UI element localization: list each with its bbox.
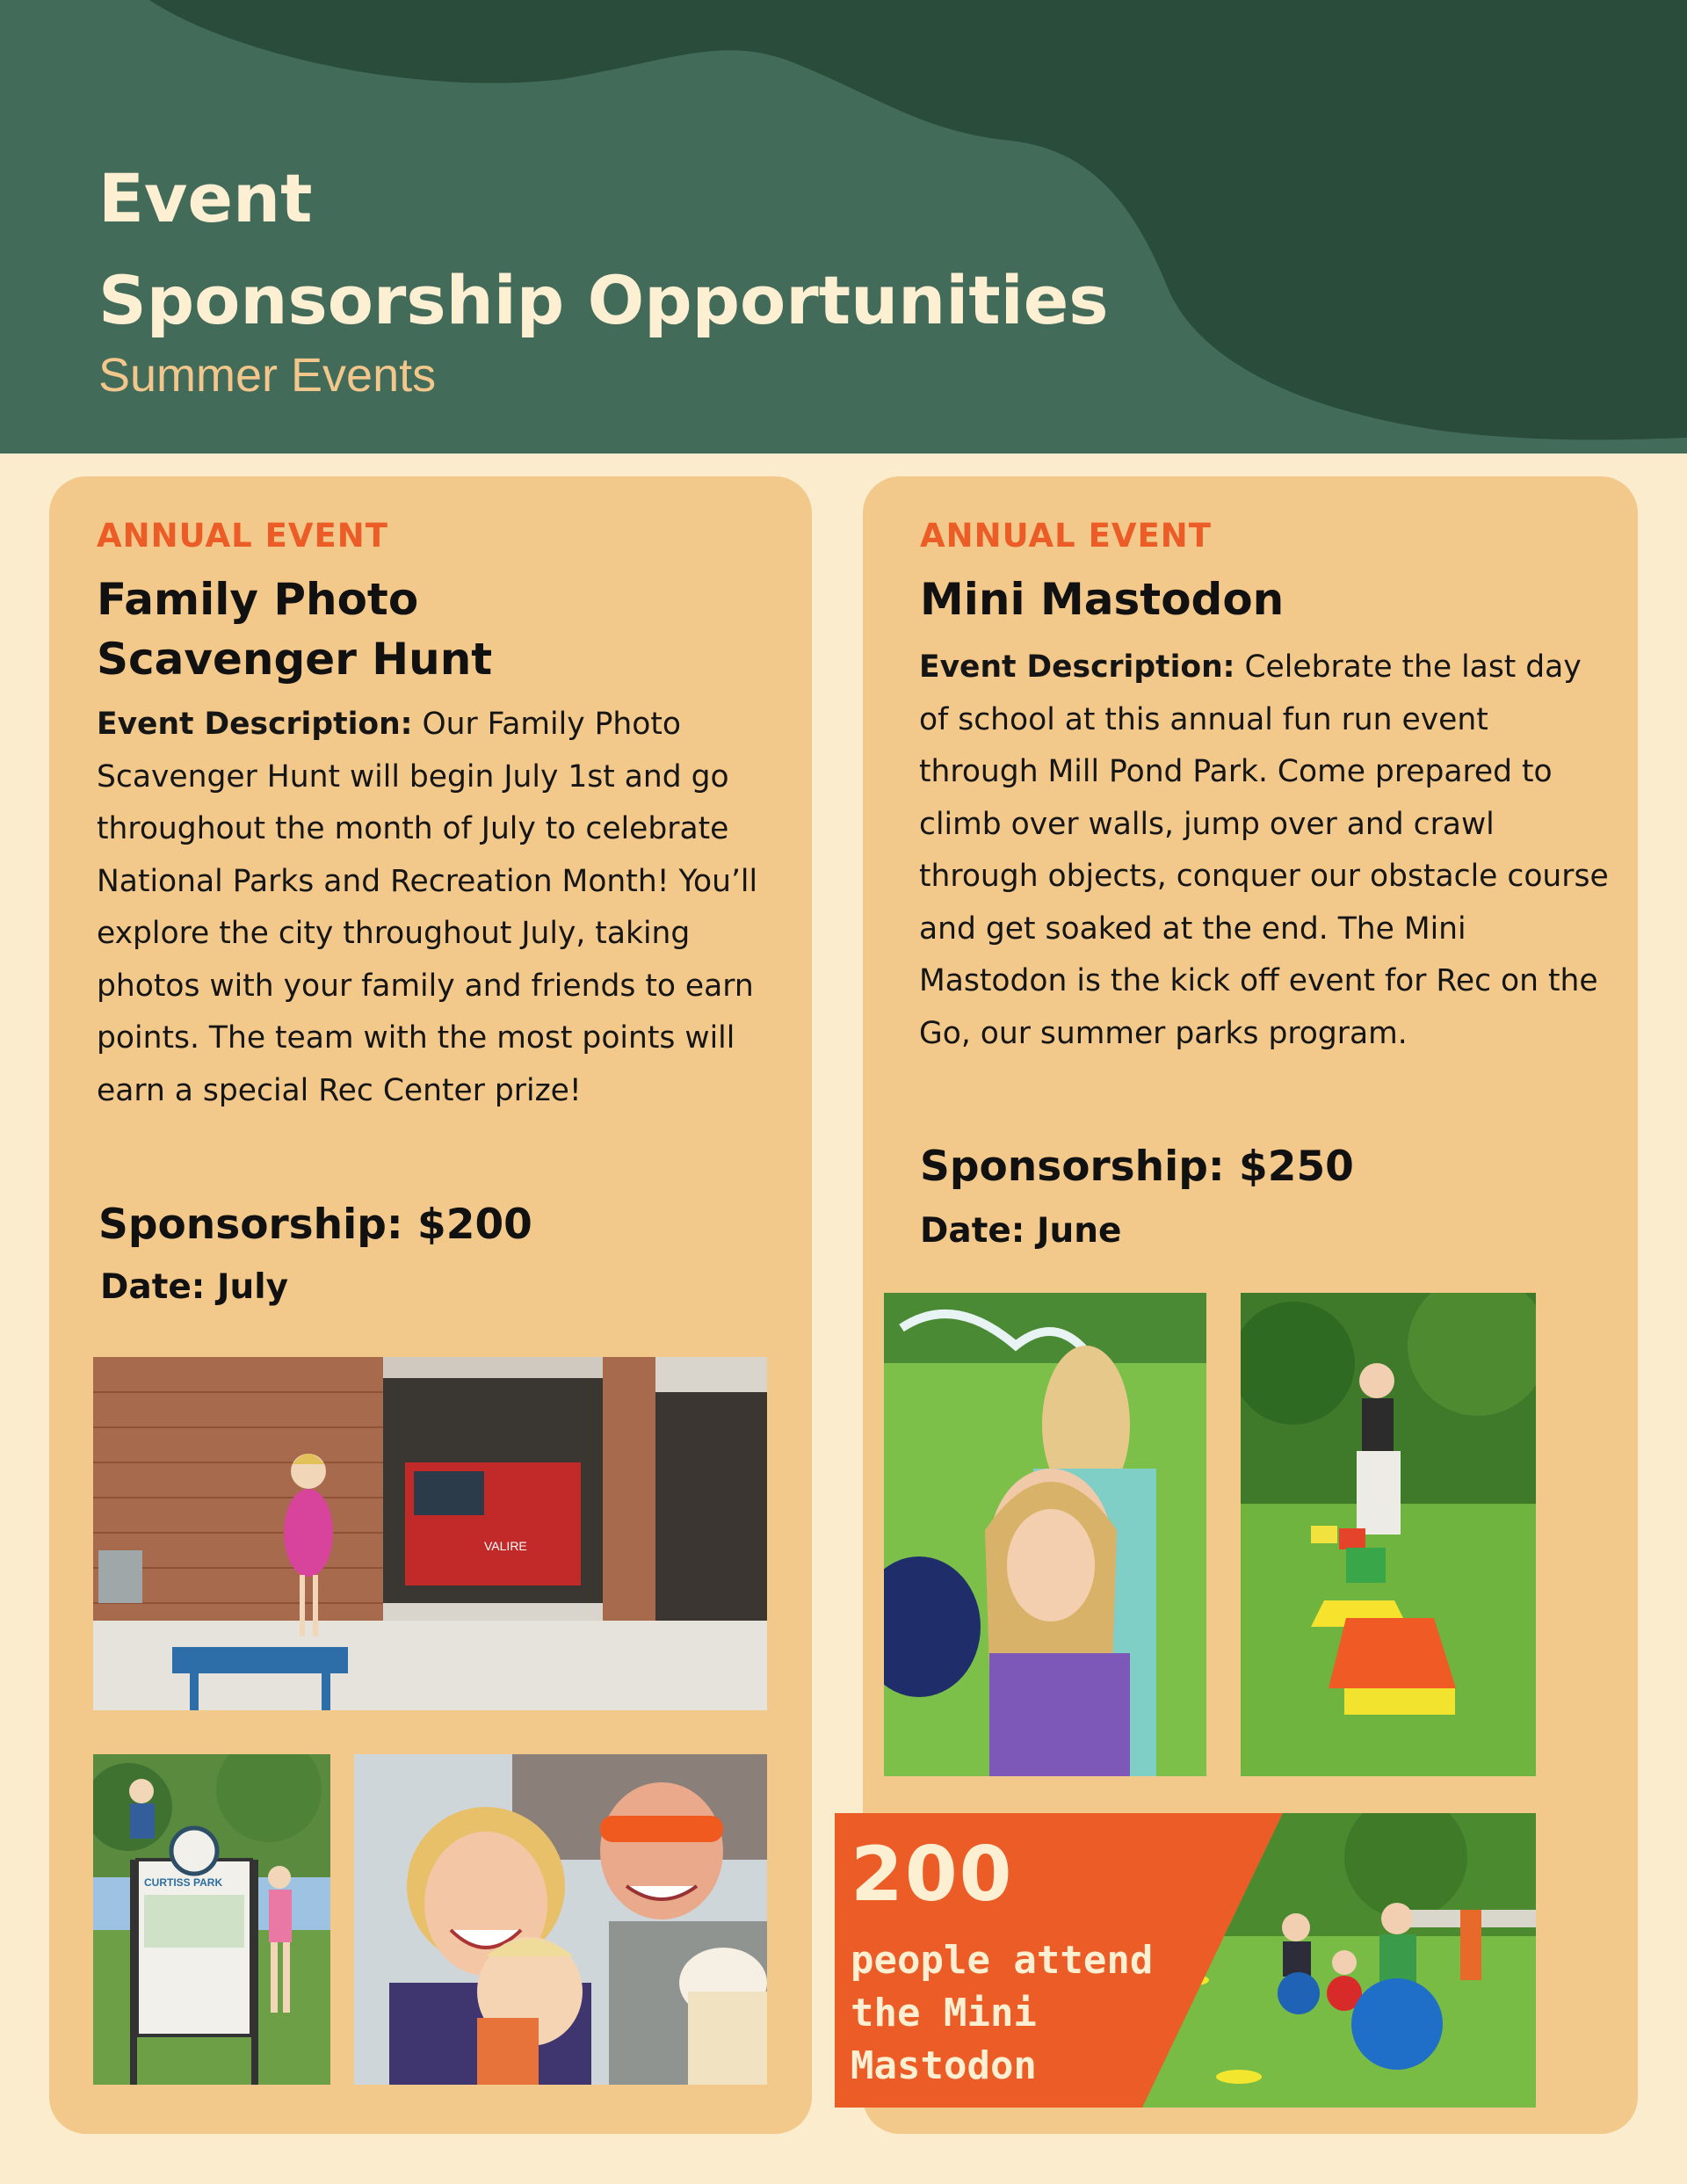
- sponsorship-amount: Sponsorship: $200: [98, 1201, 532, 1249]
- event-description-label: Event Description:: [97, 707, 413, 742]
- photo-family-selfie: [354, 1754, 767, 2085]
- page-subtitle: Summer Events: [98, 349, 437, 402]
- photo-sack-race: [1241, 1293, 1536, 1776]
- event-description: [919, 642, 1613, 1060]
- event-title: Mini Mastodon: [920, 574, 1285, 625]
- park-sign-text: CURTISS PARK: [144, 1876, 223, 1889]
- page-title-line2: Sponsorship Opportunities: [98, 261, 1109, 339]
- event-description: [97, 699, 782, 1117]
- photo-fire-station: [93, 1357, 767, 1710]
- page-title: [98, 148, 1109, 352]
- page-title-line1: Event: [98, 159, 313, 237]
- header-banner: [0, 0, 1687, 453]
- event-date: Date: June: [920, 1211, 1122, 1251]
- photo-water-splash: [884, 1293, 1206, 1776]
- sponsorship-amount: Sponsorship: $250: [920, 1143, 1354, 1191]
- event-title-line1: Family Photo: [97, 574, 419, 625]
- photo-park-sign: [93, 1754, 330, 2085]
- event-date: Date: July: [100, 1267, 289, 1307]
- event-kicker: ANNUAL EVENT: [97, 517, 388, 555]
- event-title-line2: Scavenger Hunt: [97, 634, 493, 685]
- stat-number: 200: [851, 1831, 1014, 1919]
- truck-text: VALIRE: [484, 1539, 527, 1553]
- event-kicker: ANNUAL EVENT: [920, 517, 1212, 555]
- event-description-label: Event Description:: [919, 649, 1235, 685]
- stat-caption: people attend the Mini Mastodon: [851, 1938, 1154, 2088]
- event-description-text: Celebrate the last day of school at this annual fun run event through Mill Pond Park. Come prepared to climb over walls, jump over and crawl through objects, conquer our obstacle course and get soaked at the end. The Mini Mastodon is the kick off event for Rec on the Go, our summer parks program.: [919, 649, 1609, 1051]
- event-title: [97, 570, 492, 689]
- event-description-text: Our Family Photo Scavenger Hunt will begin July 1st and go throughout the month of July to celebrate National Parks and Recreation Month! You’ll explore the city throughout July, taking photos with your family and friends to earn points. The team with the most points will earn a special Rec Center prize!: [97, 707, 758, 1108]
